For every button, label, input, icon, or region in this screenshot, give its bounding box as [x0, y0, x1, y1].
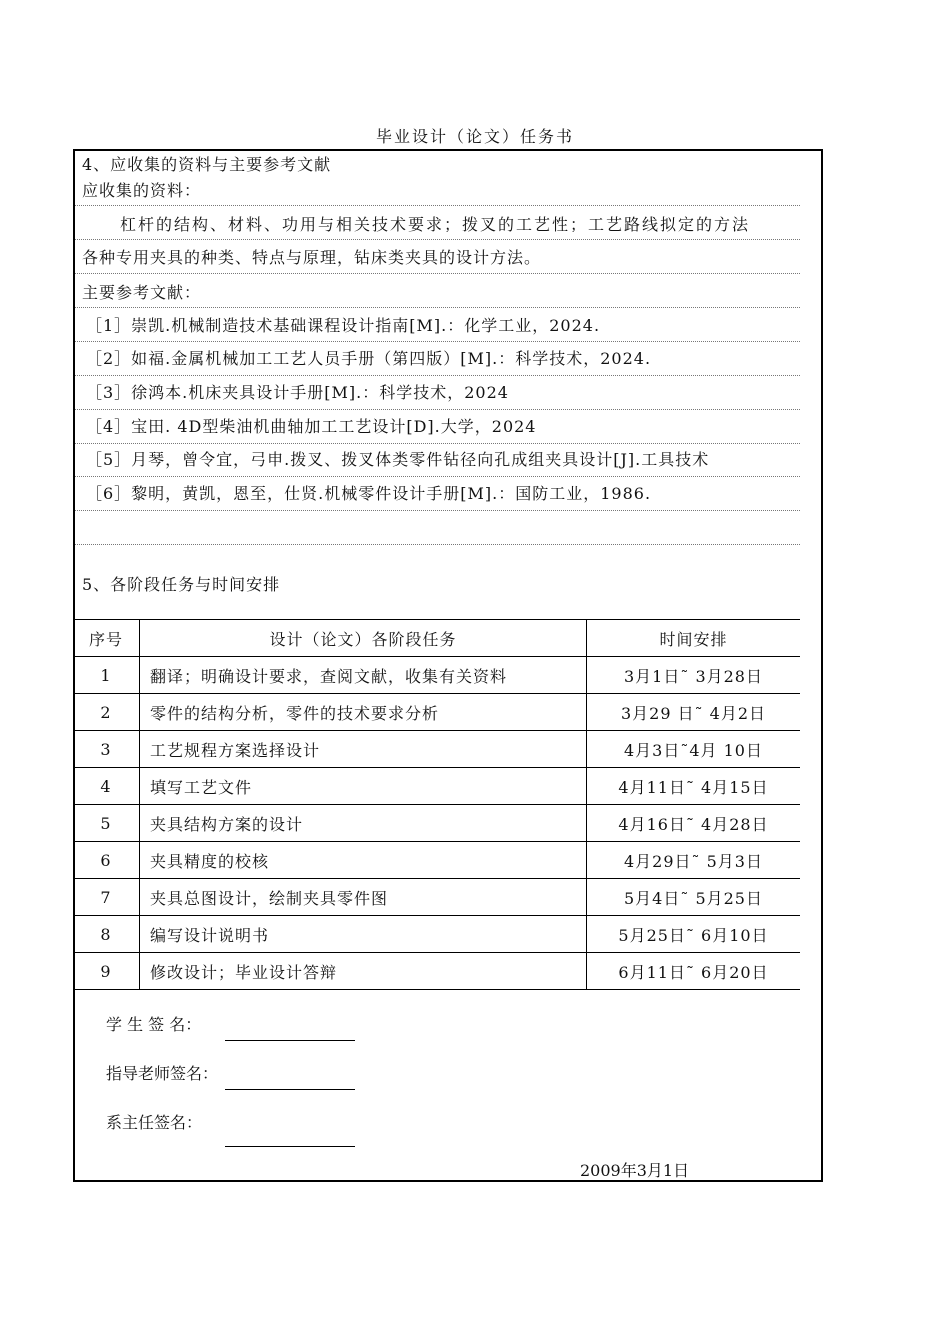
column-header-task: 设计（论文）各阶段任务	[140, 620, 587, 657]
table-row	[73, 879, 800, 916]
signing-date: 2009年3月1日	[580, 1161, 690, 1180]
reference-item: ［5］月琴，曾令宜，弓申.拨叉、拨叉体类零件钻径向孔成组夹具设计[J].工具技术	[86, 450, 710, 469]
table-row	[73, 768, 800, 805]
row-task: 填写工艺文件	[140, 768, 587, 805]
dept-head-signature-line	[225, 1146, 355, 1147]
rule-line	[75, 476, 800, 477]
reference-item: ［3］徐鸿本.机床夹具设计手册[M].：科学技术，2024	[86, 383, 509, 402]
table-row	[73, 731, 800, 768]
row-no: 6	[73, 842, 140, 879]
row-no: 7	[73, 879, 140, 916]
schedule-table	[73, 619, 800, 990]
rule-line	[75, 239, 800, 240]
rule-line	[75, 443, 800, 444]
row-time: 4月3日˜4月 10日	[587, 731, 801, 768]
advisor-signature-label: 指导老师签名：	[106, 1064, 219, 1083]
rule-line	[75, 307, 800, 308]
table-header-row	[73, 620, 800, 657]
row-task: 修改设计；毕业设计答辩	[140, 953, 587, 990]
table-row	[73, 842, 800, 879]
rule-line	[75, 544, 800, 545]
table-row	[73, 953, 800, 990]
materials-text-line1: 杠杆的结构、材料、功用与相关技术要求；拨叉的工艺性；工艺路线拟定的方法	[120, 215, 751, 232]
reference-item: ［1］崇凯.机械制造技术基础课程设计指南[M].：化学工业，2024.	[86, 316, 601, 335]
row-time: 3月1日˜ 3月28日	[587, 657, 801, 694]
row-no: 8	[73, 916, 140, 953]
row-time: 6月11日˜ 6月20日	[587, 953, 801, 990]
table-row	[73, 694, 800, 731]
section4-heading: 4、应收集的资料与主要参考文献	[82, 155, 332, 174]
table-row	[73, 916, 800, 953]
reference-item: ［2］如福.金属机械加工工艺人员手册（第四版）[M].：科学技术，2024.	[86, 349, 652, 368]
row-task: 夹具精度的校核	[140, 842, 587, 879]
table-row	[73, 805, 800, 842]
row-task: 翻译；明确设计要求，查阅文献，收集有关资料	[140, 657, 587, 694]
rule-line	[75, 510, 800, 511]
refs-label: 主要参考文献：	[82, 283, 202, 302]
reference-item: ［4］宝田. 4D型柴油机曲轴加工工艺设计[D].大学，2024	[86, 417, 537, 436]
rule-line	[75, 409, 800, 410]
row-time: 3月29 日˜ 4月2日	[587, 694, 801, 731]
reference-item: ［6］黎明，黄凯，恩至，仕贤.机械零件设计手册[M].：国防工业，1986.	[86, 484, 652, 503]
student-signature-label: 学 生 签 名：	[106, 1015, 202, 1034]
table-row	[73, 657, 800, 694]
row-time: 4月16日˜ 4月28日	[587, 805, 801, 842]
row-no: 9	[73, 953, 140, 990]
row-time: 4月29日˜ 5月3日	[587, 842, 801, 879]
column-header-time: 时间安排	[587, 620, 801, 657]
rule-line	[75, 273, 800, 274]
row-no: 3	[73, 731, 140, 768]
student-signature-line	[225, 1040, 355, 1041]
dept-head-signature-label: 系主任签名：	[106, 1113, 203, 1132]
row-task: 夹具总图设计，绘制夹具零件图	[140, 879, 587, 916]
advisor-signature-line	[225, 1089, 355, 1090]
section5-heading: 5、各阶段任务与时间安排	[82, 575, 281, 594]
rule-line	[75, 341, 800, 342]
row-task: 零件的结构分析，零件的技术要求分析	[140, 694, 587, 731]
row-time: 4月11日˜ 4月15日	[587, 768, 801, 805]
row-task: 编写设计说明书	[140, 916, 587, 953]
row-time: 5月4日˜ 5月25日	[587, 879, 801, 916]
rule-line	[75, 375, 800, 376]
materials-label: 应收集的资料：	[82, 181, 202, 200]
row-no: 4	[73, 768, 140, 805]
row-no: 2	[73, 694, 140, 731]
row-task: 工艺规程方案选择设计	[140, 731, 587, 768]
column-header-no: 序号	[73, 620, 140, 657]
row-no: 5	[73, 805, 140, 842]
row-no: 1	[73, 657, 140, 694]
page-title: 毕业设计（论文）任务书	[375, 127, 574, 146]
rule-line	[75, 205, 800, 206]
materials-text-line2: 各种专用夹具的种类、特点与原理，钻床类夹具的设计方法。	[82, 248, 542, 267]
row-task: 夹具结构方案的设计	[140, 805, 587, 842]
row-time: 5月25日˜ 6月10日	[587, 916, 801, 953]
